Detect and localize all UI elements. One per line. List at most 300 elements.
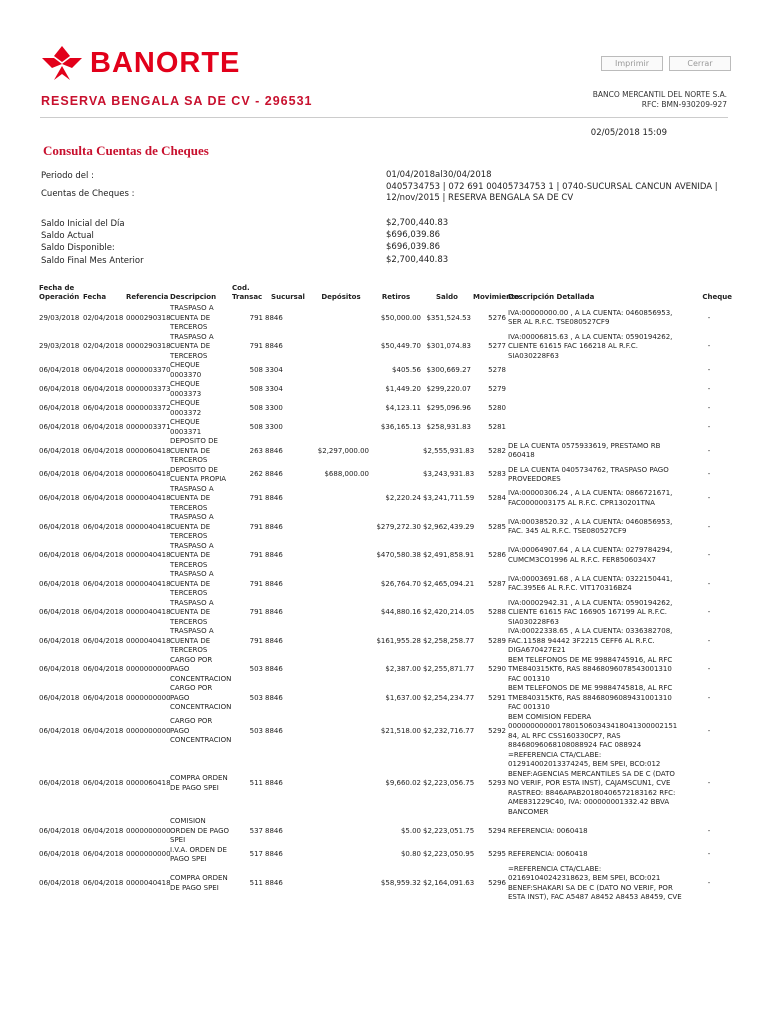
cell-movimiento: 5293	[488, 779, 506, 787]
table-header	[38, 284, 733, 304]
cell-cod-transac: 503	[249, 726, 263, 735]
cell-retiro	[370, 437, 422, 466]
cell-saldo: $2,258,258.77	[423, 636, 475, 645]
table-row	[38, 542, 733, 571]
cell-descripcion-detallada	[507, 418, 685, 437]
cell-descripcion: DEPOSITO DE CUENTA PROPIA	[170, 465, 227, 483]
cell-sucursal: 3304	[265, 384, 283, 393]
cell-descripcion: CARGO POR PAGO CONCENTRACION	[170, 684, 232, 711]
cell-retiro: $470,580.38	[376, 551, 421, 559]
cell-sucursal: 3300	[265, 403, 283, 412]
cell-saldo: $2,223,050.95	[423, 850, 475, 859]
page-title: Consulta Cuentas de Cheques	[43, 143, 209, 158]
cell-descripcion: CARGO POR PAGO CONCENTRACION	[170, 655, 232, 683]
cell-cheque: -	[707, 342, 711, 350]
cell-retiro: $0.80	[400, 850, 421, 859]
cell-sucursal: 8846	[265, 693, 283, 702]
banorte-logo	[40, 44, 240, 82]
col-sucursal: Sucursal	[271, 293, 305, 301]
cell-cod-transac: 791	[249, 494, 263, 502]
table-row	[38, 513, 733, 542]
cell-cheque: -	[707, 422, 711, 431]
periodo-label: Periodo del :	[41, 171, 94, 181]
table-row	[38, 399, 733, 418]
saldo-final-value: $2,700,440.83	[386, 255, 449, 265]
report-datetime: 02/05/2018 15:09	[590, 128, 667, 138]
table-row	[38, 865, 733, 903]
cell-sucursal: 8846	[265, 826, 283, 835]
cell-retiro: $4,123.11	[385, 403, 421, 412]
cell-fecha: 06/04/2018	[83, 403, 124, 412]
cell-descripcion-detallada: IVA:00038520.32 , A LA CUENTA: 0460856953, FAC. 345 AL R.F.C. TSE080527CF9	[508, 517, 673, 536]
cell-cheque: -	[707, 878, 711, 887]
cell-cheque: -	[707, 826, 711, 835]
cell-fecha-operacion: 06/04/2018	[39, 470, 80, 479]
cell-descripcion-detallada: IVA:00064907.64 , A LA CUENTA: 0279784294, CUMCM3CO1996 AL R.F.C. FER8506034X7	[508, 546, 673, 564]
cell-fecha-operacion: 06/04/2018	[39, 579, 80, 588]
cell-deposito: $2,297,000.00	[317, 446, 369, 455]
cell-referencia: 0000040418	[126, 608, 171, 616]
cell-descripcion: TRASPASO A CUENTA DE TERCEROS	[170, 598, 214, 626]
cell-referencia: 0000040418	[126, 551, 171, 559]
cell-fecha-operacion: 06/04/2018	[39, 608, 80, 616]
cell-fecha-operacion: 06/04/2018	[39, 403, 80, 412]
cell-deposito	[312, 485, 370, 514]
cell-descripcion-detallada: IVA:00006815.63 , A LA CUENTA: 0590194262, CLIENTE 61615 FAC 166218 AL R.F.C. SIA030228F63	[508, 332, 673, 360]
cell-fecha: 06/04/2018	[83, 850, 124, 859]
cell-movimiento: 5296	[488, 878, 506, 887]
cell-referencia: 0000040418	[126, 522, 171, 531]
saldo-inicial-value: $2,700,440.83	[386, 218, 449, 228]
cuentas-value: 0405734753 | 072 691 00405734753 1 | 0740-SUCURSAL CANCUN AVENIDA | 12/nov/2015 | RESERVA BENGALA SA DE CV	[386, 182, 718, 203]
saldo-actual-label: Saldo Actual	[41, 231, 94, 241]
cell-cod-transac: 508	[249, 403, 263, 412]
cell-saldo: $2,223,051.75	[423, 826, 475, 835]
cell-movimiento: 5279	[488, 384, 506, 393]
cell-sucursal: 8846	[265, 551, 283, 559]
cell-cheque: -	[707, 551, 711, 559]
cell-referencia: 0000040418	[126, 636, 171, 645]
cell-fecha: 06/04/2018	[83, 446, 124, 455]
cell-sucursal: 3304	[265, 365, 283, 374]
cell-movimiento: 5291	[488, 693, 506, 702]
table-row	[38, 333, 733, 362]
cell-retiro: $279,272.30	[376, 522, 421, 531]
cell-saldo: $2,420,214.05	[423, 608, 475, 616]
cell-saldo: $2,465,094.21	[423, 579, 475, 588]
cell-saldo: $2,491,858.91	[423, 551, 475, 559]
cell-referencia: 0000003371	[126, 422, 171, 431]
cell-referencia: 0000060418	[126, 779, 171, 787]
cell-saldo: $3,241,711.59	[423, 494, 475, 502]
cell-descripcion: I.V.A. ORDEN DE PAGO SPEI	[170, 845, 227, 863]
cell-retiro: $2,220.24	[385, 494, 421, 502]
cell-movimiento: 5289	[488, 636, 506, 645]
col-retiros: Retiros	[381, 293, 411, 301]
cell-retiro: $5.00	[400, 826, 421, 835]
col-fecha: Fecha	[83, 293, 107, 301]
cell-referencia: 0000000000	[126, 726, 171, 735]
cell-fecha: 06/04/2018	[83, 494, 124, 502]
cell-deposito	[312, 304, 370, 333]
table-body	[38, 304, 733, 903]
col-depositos: Depósitos	[321, 293, 361, 301]
table-row	[38, 713, 733, 751]
cell-referencia: 0000003373	[126, 384, 171, 393]
bank-rfc: RFC: BMN-930209-927	[641, 100, 727, 109]
cell-fecha-operacion: 06/04/2018	[39, 384, 80, 393]
cell-retiro: $50,449.70	[380, 342, 421, 350]
cell-deposito	[312, 599, 370, 628]
table-row	[38, 846, 733, 865]
cell-retiro	[370, 466, 422, 485]
cell-movimiento: 5285	[488, 522, 506, 531]
cell-fecha-operacion: 06/04/2018	[39, 636, 80, 645]
cell-descripcion: CARGO POR PAGO CONCENTRACION	[170, 717, 232, 745]
table-row	[38, 304, 733, 333]
cell-cod-transac: 791	[249, 608, 263, 616]
cell-retiro: $50,000.00	[380, 313, 421, 322]
cell-movimiento: 5280	[488, 403, 506, 412]
cell-cod-transac: 517	[249, 850, 263, 859]
col-descripcion-detallada: Descripción Detallada	[508, 293, 595, 301]
cell-descripcion: TRASPASO A CUENTA DE TERCEROS	[170, 513, 214, 540]
cell-descripcion-detallada: BEM TELEFONOS DE ME 99884745916, AL RFC TME840315KT6, RAS 88468096078543001310 FAC 001310	[508, 655, 673, 683]
cell-descripcion-detallada: =REFERENCIA CTA/CLABE: 012914002013374245, BEM SPEI, BCO:012 BENEF:AGENCIAS MERCANTILES SA DE C (DATO NO VERIF, POR ESTA INST), CAJAMSCUN1, CVE RASTREO: 8846APAB20180406572183162 RFC: AME831229C40, IVA: 000000001332.42 BBVA BANCOMER	[508, 750, 676, 816]
table-row	[38, 684, 733, 713]
cell-fecha: 06/04/2018	[83, 826, 124, 835]
cell-descripcion: COMPRA ORDEN DE PAGO SPEI	[170, 874, 228, 892]
cell-fecha: 06/04/2018	[83, 693, 124, 702]
cell-saldo: $258,931.83	[426, 422, 471, 431]
periodo-value: 01/04/2018al30/04/2018	[386, 170, 492, 180]
cell-movimiento: 5277	[488, 342, 506, 350]
cell-movimiento: 5292	[488, 726, 506, 735]
cell-referencia: 0000040418	[126, 494, 171, 502]
cell-deposito	[312, 418, 370, 437]
cuentas-label: Cuentas de Cheques :	[41, 189, 135, 199]
cell-cheque: -	[707, 313, 711, 322]
cell-descripcion-detallada: DE LA CUENTA 0405734762, TRASPASO PAGO PROVEEDORES	[508, 465, 669, 483]
cell-fecha: 02/04/2018	[83, 313, 124, 322]
cell-fecha-operacion: 06/04/2018	[39, 878, 80, 887]
cell-movimiento: 5287	[488, 579, 506, 588]
cell-cheque: -	[707, 522, 711, 531]
col-fecha-operacion: Fecha de Operación	[39, 284, 80, 301]
cell-descripcion-detallada: IVA:00000000.00 , A LA CUENTA: 0460856953, SER AL R.F.C. TSE080527CF9	[508, 308, 673, 327]
cell-descripcion: TRASPASO A CUENTA DE TERCEROS	[170, 570, 214, 597]
cell-cheque: -	[707, 779, 711, 787]
cell-fecha-operacion: 06/04/2018	[39, 665, 80, 673]
saldo-disponible-value: $696,039.86	[386, 242, 441, 252]
cell-fecha: 06/04/2018	[83, 779, 124, 787]
cell-descripcion-detallada: IVA:00002942.31 , A LA CUENTA: 0590194262, CLIENTE 61615 FAC 166905 167199 AL R.F.C. SIA030228F63	[508, 598, 673, 626]
cell-descripcion: TRASPASO A CUENTA DE TERCEROS	[170, 627, 214, 654]
cell-referencia: 0000290318	[126, 313, 171, 322]
cell-cheque: -	[707, 403, 711, 412]
cell-sucursal: 8846	[265, 470, 283, 479]
cell-descripcion-detallada: BEM TELEFONOS DE ME 99884745818, AL RFC TME840315KT6, RAS 88468096089431001310 FAC 001310	[508, 684, 673, 711]
cell-descripcion-detallada: DE LA CUENTA 0575933619, PRESTAMO RB 060418	[508, 441, 661, 460]
cell-retiro: $405.56	[392, 365, 421, 374]
cell-referencia: 0000000000	[126, 693, 171, 702]
cell-cod-transac: 791	[249, 579, 263, 588]
cell-sucursal: 8846	[265, 579, 283, 588]
cell-referencia: 0000040418	[126, 878, 171, 887]
cell-deposito	[312, 751, 370, 818]
cell-deposito	[312, 399, 370, 418]
cell-referencia: 0000003370	[126, 365, 171, 374]
cell-cheque: -	[707, 665, 711, 673]
cell-movimiento: 5294	[488, 826, 506, 835]
cell-saldo: $300,669.27	[426, 365, 471, 374]
table-row	[38, 656, 733, 685]
cell-cod-transac: 791	[249, 313, 263, 322]
cell-fecha: 06/04/2018	[83, 422, 124, 431]
cell-cheque: -	[707, 850, 711, 859]
company-name: RESERVA BENGALA SA DE CV - 296531	[41, 94, 313, 108]
cell-cod-transac: 537	[249, 826, 263, 835]
divider	[40, 117, 728, 118]
col-descripcion: Descripcion	[170, 293, 217, 301]
cell-deposito	[312, 513, 370, 542]
cell-retiro: $21,518.00	[380, 726, 421, 735]
col-movimiento: Movimiento	[473, 293, 520, 301]
cell-fecha: 06/04/2018	[83, 665, 124, 673]
cell-saldo: $2,255,871.77	[423, 665, 475, 673]
cell-sucursal: 8846	[265, 726, 283, 735]
cell-saldo: $2,962,439.29	[423, 522, 475, 531]
cell-movimiento: 5283	[488, 470, 506, 479]
cell-deposito	[312, 865, 370, 903]
table-row	[38, 437, 733, 466]
cell-cod-transac: 511	[249, 779, 263, 787]
cell-retiro: $58,959.32	[380, 878, 421, 887]
cell-sucursal: 8846	[265, 446, 283, 455]
cell-descripcion: CHEQUE 0003373	[170, 380, 202, 398]
cell-retiro: $36,165.13	[380, 422, 421, 431]
cell-descripcion: COMISION ORDEN DE PAGO SPEI	[170, 817, 230, 844]
cell-movimiento: 5286	[488, 551, 506, 559]
cell-cod-transac: 791	[249, 551, 263, 559]
cell-retiro: $9,660.02	[385, 779, 421, 787]
cell-cheque: -	[707, 494, 711, 502]
cell-fecha-operacion: 06/04/2018	[39, 494, 80, 502]
cell-referencia: 0000000000	[126, 850, 171, 859]
cell-fecha-operacion: 06/04/2018	[39, 779, 80, 787]
cell-sucursal: 8846	[265, 608, 283, 616]
cell-movimiento: 5278	[488, 365, 506, 374]
cell-saldo: $2,223,056.75	[423, 779, 475, 787]
cell-cod-transac: 511	[249, 878, 263, 887]
table-row	[38, 817, 733, 846]
cell-descripcion-detallada: IVA:00022338.65 , A LA CUENTA: 0336382708, FAC.11588 94442 3F2215 CEFF6 AL R.F.C. DIGA670427E21	[508, 627, 673, 654]
cell-referencia: 0000040418	[126, 579, 171, 588]
table-row	[38, 485, 733, 514]
cell-fecha-operacion: 29/03/2018	[39, 342, 80, 350]
cell-deposito: $688,000.00	[324, 470, 369, 479]
cell-retiro: $26,764.70	[380, 579, 421, 588]
cell-saldo: $2,164,091.63	[423, 878, 475, 887]
cell-fecha: 06/04/2018	[83, 365, 124, 374]
cell-saldo: $2,254,234.77	[423, 693, 475, 702]
cell-saldo: $295,096.96	[426, 403, 471, 412]
cell-cheque: -	[707, 579, 711, 588]
cell-descripcion: TRASPASO A CUENTA DE TERCEROS	[170, 304, 214, 331]
cell-descripcion-detallada: REFERENCIA: 0060418	[508, 826, 588, 835]
cell-fecha-operacion: 06/04/2018	[39, 726, 80, 735]
cell-cheque: -	[707, 446, 711, 455]
cell-fecha-operacion: 06/04/2018	[39, 446, 80, 455]
cell-descripcion-detallada	[507, 361, 685, 380]
cell-referencia: 0000060418	[126, 446, 171, 455]
cell-movimiento: 5290	[488, 665, 506, 673]
cell-cheque: -	[707, 726, 711, 735]
cell-retiro: $2,387.00	[385, 665, 421, 673]
cell-descripcion: CHEQUE 0003372	[170, 399, 202, 417]
cell-sucursal: 3300	[265, 422, 283, 431]
cell-fecha: 06/04/2018	[83, 636, 124, 645]
cell-descripcion-detallada: BEM COMISION FEDERA 00000000000178015060343418041300002151 84, AL RFC CSS160330CP7, RAS 88468096068108088924 FAC 088924	[508, 712, 678, 749]
cell-descripcion: COMPRA ORDEN DE PAGO SPEI	[170, 774, 228, 792]
cell-descripcion-detallada	[507, 399, 685, 418]
cell-cheque: -	[707, 693, 711, 702]
cell-sucursal: 8846	[265, 665, 283, 673]
col-saldo: Saldo	[436, 293, 458, 301]
cell-fecha: 02/04/2018	[83, 342, 124, 350]
cell-movimiento: 5288	[488, 608, 506, 616]
print-button[interactable]: Imprimir	[601, 56, 663, 71]
cell-movimiento: 5295	[488, 850, 506, 859]
cell-fecha-operacion: 06/04/2018	[39, 693, 80, 702]
cell-fecha: 06/04/2018	[83, 551, 124, 559]
table-row	[38, 380, 733, 399]
col-cheque: Cheque	[702, 293, 732, 301]
table-row	[38, 361, 733, 380]
saldo-actual-value: $696,039.86	[386, 230, 441, 240]
cell-deposito	[312, 846, 370, 865]
cell-descripcion-detallada: IVA:00003691.68 , A LA CUENTA: 0322150441, FAC.395E6 AL R.F.C. VIT170316BZ4	[508, 574, 673, 593]
cell-fecha-operacion: 06/04/2018	[39, 365, 80, 374]
cell-cheque: -	[707, 470, 711, 479]
cell-descripcion: TRASPASO A CUENTA DE TERCEROS	[170, 332, 214, 360]
saldo-final-label: Saldo Final Mes Anterior	[41, 256, 144, 266]
cell-sucursal: 8846	[265, 494, 283, 502]
cell-fecha: 06/04/2018	[83, 579, 124, 588]
cell-fecha-operacion: 06/04/2018	[39, 850, 80, 859]
cell-fecha: 06/04/2018	[83, 726, 124, 735]
cell-descripcion: TRASPASO A CUENTA DE TERCEROS	[170, 484, 214, 512]
cell-deposito	[312, 361, 370, 380]
cell-movimiento: 5276	[488, 313, 506, 322]
cell-saldo: $351,524.53	[426, 313, 471, 322]
table-row	[38, 570, 733, 599]
movements-table	[38, 284, 733, 903]
cell-saldo: $301,074.83	[426, 342, 471, 350]
cell-deposito	[312, 627, 370, 656]
cell-referencia: 0000000000	[126, 826, 171, 835]
brand-name: BANORTE	[90, 46, 241, 79]
cell-cod-transac: 508	[249, 365, 263, 374]
cell-sucursal: 8846	[265, 779, 283, 787]
col-cod-transac: Cod. Transac	[232, 284, 263, 301]
saldo-inicial-label: Saldo Inicial del Día	[41, 219, 125, 229]
cell-deposito	[312, 817, 370, 846]
cell-retiro: $161,955.28	[376, 636, 421, 645]
cell-descripcion: CHEQUE 0003371	[170, 418, 202, 436]
cell-saldo: $2,232,716.77	[423, 726, 475, 735]
cell-fecha: 06/04/2018	[83, 608, 124, 616]
cell-sucursal: 8846	[265, 636, 283, 645]
cell-descripcion: CHEQUE 0003370	[170, 361, 202, 379]
bank-info	[593, 90, 727, 110]
cell-cod-transac: 263	[249, 446, 263, 455]
cell-fecha-operacion: 06/04/2018	[39, 522, 80, 531]
cell-referencia: 0000000000	[126, 665, 171, 673]
cell-deposito	[312, 542, 370, 571]
col-referencia: Referencia	[126, 293, 169, 301]
cell-descripcion-detallada: IVA:00000306.24 , A LA CUENTA: 0866721671, FAC0000003175 AL R.F.C. CPR130201TNA	[508, 489, 673, 507]
cell-deposito	[312, 713, 370, 751]
cell-retiro: $44,880.16	[380, 608, 421, 616]
cell-sucursal: 8846	[265, 342, 283, 350]
cell-descripcion-detallada: REFERENCIA: 0060418	[508, 850, 588, 859]
cell-descripcion-detallada: =REFERENCIA CTA/CLABE: 021691040242318623, BEM SPEI, BCO:021 BENEF:SHAKARI SA DE C (DATO NO VERIF, POR ESTA INST), FAC A5487 A8452 A8453 A8459, CVE	[508, 864, 682, 901]
bank-name: BANCO MERCANTIL DEL NORTE S.A.	[592, 90, 727, 99]
cell-cod-transac: 503	[249, 693, 263, 702]
cell-deposito	[312, 570, 370, 599]
cell-cheque: -	[707, 384, 711, 393]
cell-deposito	[312, 684, 370, 713]
cell-sucursal: 8846	[265, 878, 283, 887]
cell-saldo: $299,220.07	[426, 384, 471, 393]
cell-cod-transac: 508	[249, 384, 263, 393]
cell-cheque: -	[707, 636, 711, 645]
banorte-logo-icon	[40, 44, 84, 82]
cell-movimiento: 5282	[488, 446, 506, 455]
table-row	[38, 627, 733, 656]
cell-fecha-operacion: 29/03/2018	[39, 313, 80, 322]
cell-descripcion: TRASPASO A CUENTA DE TERCEROS	[170, 541, 214, 569]
cell-movimiento: 5284	[488, 494, 506, 502]
cell-referencia: 0000290318	[126, 342, 171, 350]
cell-cod-transac: 791	[249, 342, 263, 350]
cell-fecha: 06/04/2018	[83, 384, 124, 393]
close-button[interactable]: Cerrar	[669, 56, 731, 71]
cell-deposito	[312, 656, 370, 685]
cell-fecha-operacion: 06/04/2018	[39, 826, 80, 835]
cell-retiro: $1,449.20	[385, 384, 421, 393]
cell-cod-transac: 791	[249, 522, 263, 531]
cell-deposito	[312, 380, 370, 399]
cell-saldo: $3,243,931.83	[423, 470, 475, 479]
header-actions	[601, 56, 731, 71]
table-row	[38, 751, 733, 818]
cell-cod-transac: 791	[249, 636, 263, 645]
cell-retiro: $1,637.00	[385, 693, 421, 702]
cell-descripcion: DEPOSITO DE CUENTA DE TERCEROS	[170, 437, 218, 464]
cell-saldo: $2,555,931.83	[423, 446, 475, 455]
cell-fecha-operacion: 06/04/2018	[39, 551, 80, 559]
cell-fecha: 06/04/2018	[83, 878, 124, 887]
cell-fecha: 06/04/2018	[83, 470, 124, 479]
cell-cod-transac: 262	[249, 470, 263, 479]
cell-sucursal: 8846	[265, 313, 283, 322]
cell-sucursal: 8846	[265, 522, 283, 531]
cell-cod-transac: 503	[249, 665, 263, 673]
table-row	[38, 418, 733, 437]
table-row	[38, 466, 733, 485]
